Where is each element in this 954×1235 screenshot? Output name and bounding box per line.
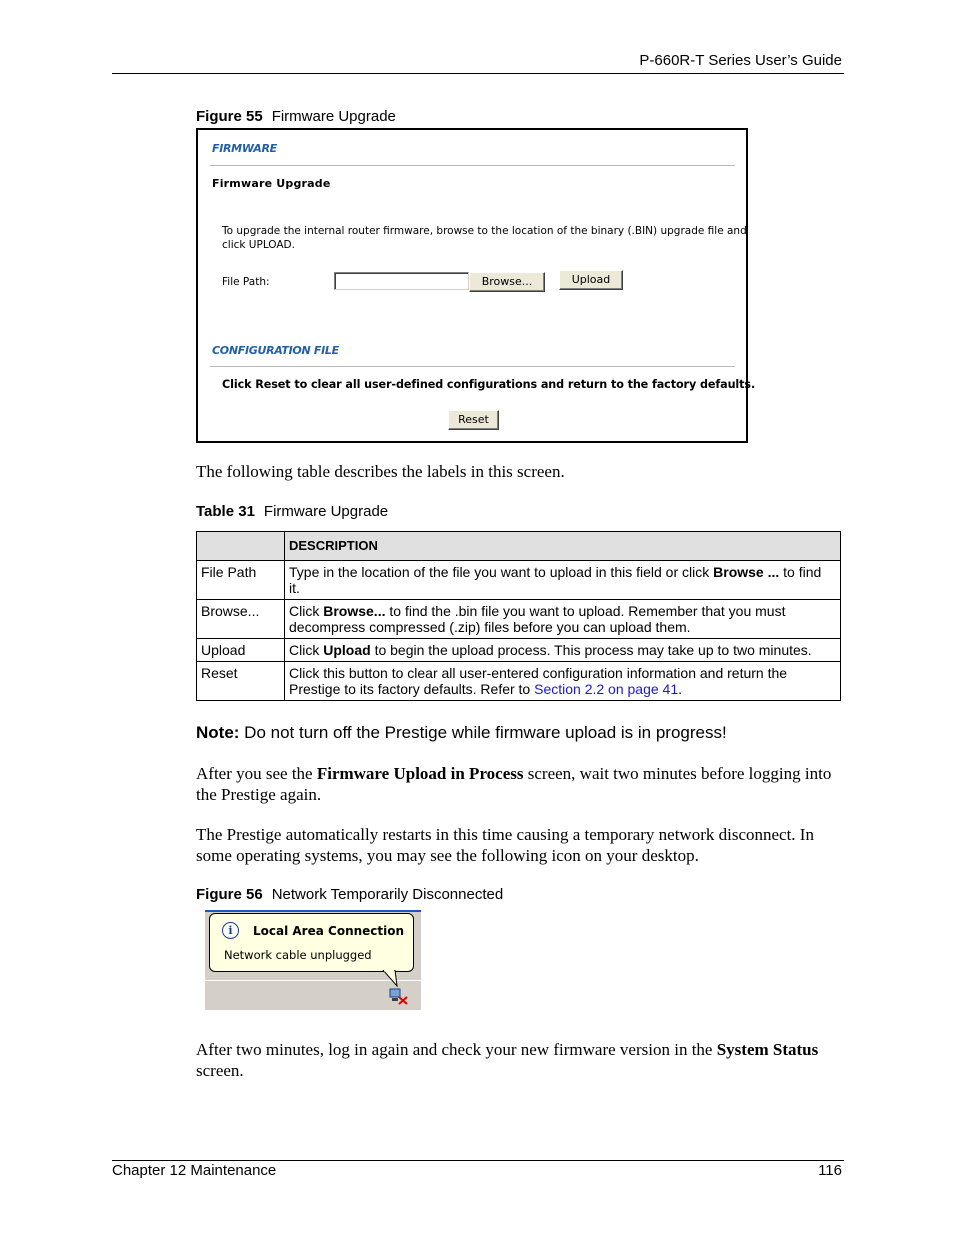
firmware-section-title: FIRMWARE <box>212 142 277 155</box>
figure55-caption <box>196 108 396 125</box>
description-bold: Browse ... <box>713 564 780 580</box>
table-row <box>197 639 841 662</box>
note-label: Note: <box>196 723 240 742</box>
paragraph-bold: System Status <box>716 1040 819 1059</box>
table-cell-label: File Path <box>197 561 285 600</box>
firmware-upgrade-screen <box>196 128 756 443</box>
header-rule <box>112 73 844 74</box>
description-text: Click this button to clear all user-entered configuration information and return the Prestige to its factory defaults. Refer to <box>289 665 788 697</box>
table-cell-label: Reset <box>197 662 285 701</box>
figure56-label: Figure 56 <box>196 886 263 903</box>
table31-label: Table 31 <box>196 503 255 520</box>
paragraph-restart: The Prestige automatically restarts in this time causing a temporary network disconnect. In some operating systems, you may see the following icon on your desktop. <box>196 825 814 865</box>
table-cell-description <box>285 639 841 662</box>
paragraph-system-status <box>196 1039 846 1081</box>
description-bold: Browse... <box>323 603 386 619</box>
paragraph-text: screen. <box>196 1061 244 1080</box>
table-header-label <box>197 532 285 561</box>
description-bold: Upload <box>323 642 371 658</box>
table31-caption-text: Firmware Upgrade <box>263 503 389 520</box>
file-path-label: File Path: <box>222 276 270 288</box>
description-text: Type in the location of the file you want to upload in this field or click <box>289 564 714 580</box>
balloon-title: Local Area Connection <box>253 924 405 938</box>
paragraph-text: After two minutes, log in again and check your new firmware version in the <box>196 1040 717 1059</box>
network-disconnected-icon[interactable] <box>388 986 410 1006</box>
table-cell-description <box>285 561 841 600</box>
figure55-caption-text: Firmware Upgrade <box>271 108 396 125</box>
info-icon: i <box>222 922 239 939</box>
table-row <box>197 561 841 600</box>
file-path-input[interactable] <box>334 272 469 290</box>
note <box>196 723 727 743</box>
network-disconnected-figure <box>205 910 421 1010</box>
figure55-label: Figure 55 <box>196 108 263 125</box>
paragraph-bold: Firmware Upload in Process <box>316 764 524 783</box>
upgrade-instructions-line1: To upgrade the internal router firmware, browse to the location of the binary (.BIN) upgrade file and <box>222 225 747 237</box>
footer-rule <box>112 1160 844 1161</box>
configuration-section-rule <box>210 366 735 367</box>
description-text: Click <box>289 642 324 658</box>
footer-page-number: 116 <box>818 1162 842 1179</box>
table-row <box>197 600 841 639</box>
table-cell-description <box>285 600 841 639</box>
description-text: to begin the upload process. This process may take up to two minutes. <box>370 642 812 658</box>
figure56-caption-text: Network Temporarily Disconnected <box>271 886 504 903</box>
description-text: . <box>678 681 683 697</box>
header-title: P-660R-T Series User’s Guide <box>639 52 842 69</box>
taskbar-edge <box>205 910 421 912</box>
table31-caption <box>196 503 388 520</box>
firmware-upgrade-table <box>196 531 841 701</box>
configuration-section-title: CONFIGURATION FILE <box>212 344 339 357</box>
intro-text: The following table describes the labels in this screen. <box>196 462 565 481</box>
table-header-row <box>197 532 841 561</box>
footer-chapter: Chapter 12 Maintenance <box>112 1162 277 1179</box>
section-link[interactable]: Section 2.2 on page 41 <box>534 681 679 697</box>
description-text: to find it. <box>289 564 822 596</box>
firmware-section-rule <box>210 165 735 166</box>
figure56-caption <box>196 886 503 903</box>
upgrade-instructions-line2: click UPLOAD. <box>222 239 295 251</box>
paragraph-upload-wait <box>196 763 846 805</box>
browse-button[interactable]: Browse... <box>469 272 545 292</box>
table-header-description: DESCRIPTION <box>285 532 841 561</box>
reset-instructions: Click Reset to clear all user-defined configurations and return to the factory defaults. <box>222 378 756 391</box>
notification-balloon[interactable] <box>209 913 414 972</box>
description-text: to find the .bin file you want to upload. Remember that you must decompress compressed (.zip) files before you can upload them. <box>289 603 786 635</box>
table-cell-description <box>285 662 841 701</box>
upload-button[interactable]: Upload <box>559 270 623 290</box>
paragraph-text: screen, wait two minutes before logging into the Prestige again. <box>196 764 832 804</box>
table-cell-label: Upload <box>197 639 285 662</box>
table-row <box>197 662 841 701</box>
firmware-upgrade-subtitle: Firmware Upgrade <box>212 177 331 190</box>
description-text: Click <box>289 603 324 619</box>
paragraph-text: After you see the <box>196 764 317 783</box>
note-text: Do not turn off the Prestige while firmware upload is in progress! <box>239 723 727 742</box>
table-cell-label: Browse... <box>197 600 285 639</box>
balloon-text: Network cable unplugged <box>224 948 372 962</box>
reset-button[interactable]: Reset <box>448 410 499 430</box>
